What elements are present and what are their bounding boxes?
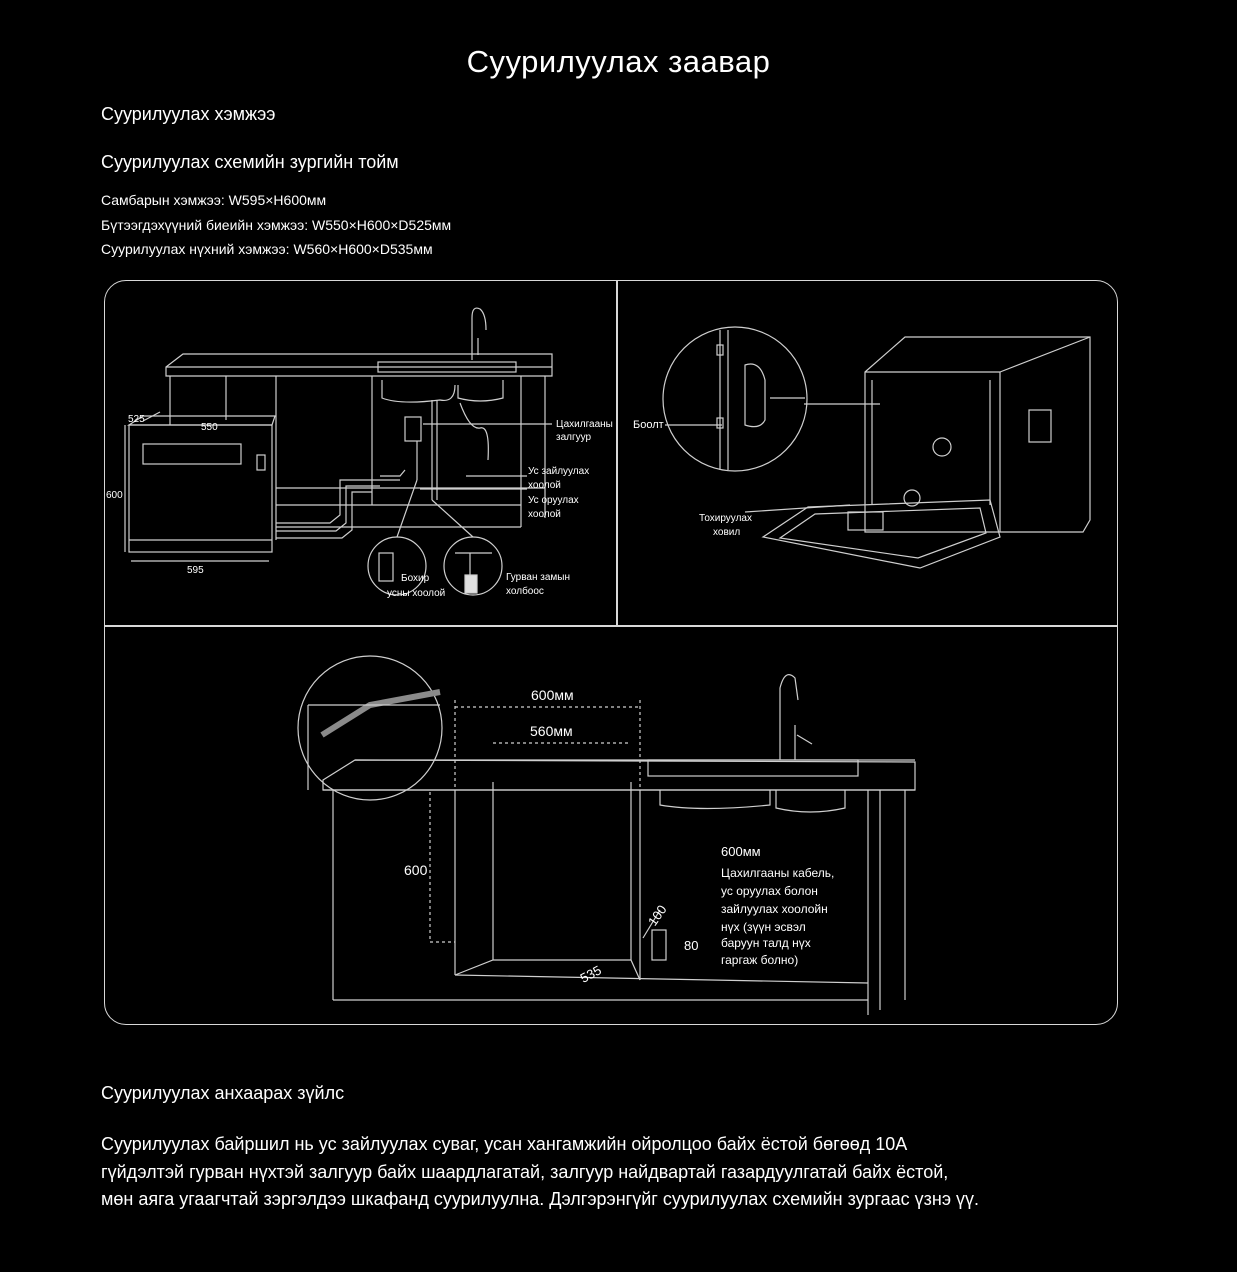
label-tee-line2: холбоос: [506, 586, 544, 597]
dim-top-600mm: 600мм: [531, 687, 574, 703]
section-subheading-overview: Суурилуулах схемийн зургийн тойм: [101, 152, 399, 172]
installation-notes-paragraph: Суурилуулах байршил нь ус зайлуулах суваг, усан хангамжийн ойролцоо байх ёстой бөгөөд 10А гүйдэлтэй гурван нүхтэй залгуур байх шаардлагатай, залгуур найдвартай газардуулгатай байх ёстой, мөн аяга угаагчтай зэргэлдээ шкафанд суурилуулна. Дэлгэрэнгүйг суурилуулах схемийн зургаас үзнэ үү.: [101, 1134, 980, 1209]
spec-body-size: Бүтээгдэхүүний биеийн хэмжээ: W550×H600×D525мм: [101, 217, 452, 233]
note-line: ус оруулах болон: [721, 884, 818, 898]
note-line: зайлуулах хоолойн: [721, 902, 828, 916]
label-inlet-line2: хоолой: [528, 509, 561, 520]
label-inlet-line1: Ус оруулах: [528, 495, 579, 506]
page-title: Суурилуулах заавар: [466, 44, 771, 79]
note-line: гаргаж болно): [721, 953, 799, 967]
appliance-bolt-diagram: [618, 282, 1116, 624]
note-line: баруун талд нүх: [721, 936, 811, 950]
dim-hole-80: 80: [684, 938, 699, 953]
label-bolt: Боолт: [633, 419, 664, 431]
installation-overview-diagram: [105, 282, 615, 624]
note-line: Цахилгааны кабель,: [721, 866, 835, 880]
note-line: нүх (зүүн эсвэл: [721, 920, 806, 934]
dim-height-600: 600: [106, 490, 123, 501]
spec-panel-size: Самбарын хэмжээ: W595×H600мм: [101, 192, 327, 208]
label-waste-line1: Бохир: [401, 573, 430, 584]
dim-hole-100: 100: [644, 902, 670, 929]
cabinet-cutout-diagram: [105, 627, 1117, 1023]
dim-width-595: 595: [187, 565, 204, 576]
dim-depth-535: 535: [577, 962, 604, 986]
spec-cutout-size: Суурилуулах нүхний хэмжээ: W560×H600×D535мм: [101, 241, 433, 257]
dim-depth-525: 525: [128, 414, 145, 425]
dim-cutout-560mm: 560мм: [530, 723, 573, 739]
dim-width-550: 550: [201, 422, 218, 433]
label-slot-line1: Тохируулах: [699, 513, 752, 524]
note-title-600mm: 600мм: [721, 844, 761, 859]
label-tee-line1: Гурван замын: [506, 572, 570, 583]
label-socket-line2: залгуур: [556, 432, 592, 443]
label-waste-line2: усны хоолой: [387, 588, 446, 599]
label-drain-line2: хоолой: [528, 480, 561, 491]
label-slot-line2: ховил: [713, 527, 741, 538]
section-heading-dimensions: Суурилуулах хэмжээ: [101, 104, 276, 124]
label-socket-line1: Цахилгааны: [556, 419, 613, 430]
dim-height-600: 600: [404, 862, 428, 878]
section-heading-notes: Суурилуулах анхаарах зүйлс: [101, 1083, 345, 1103]
label-drain-line1: Ус зайлуулах: [528, 466, 590, 477]
